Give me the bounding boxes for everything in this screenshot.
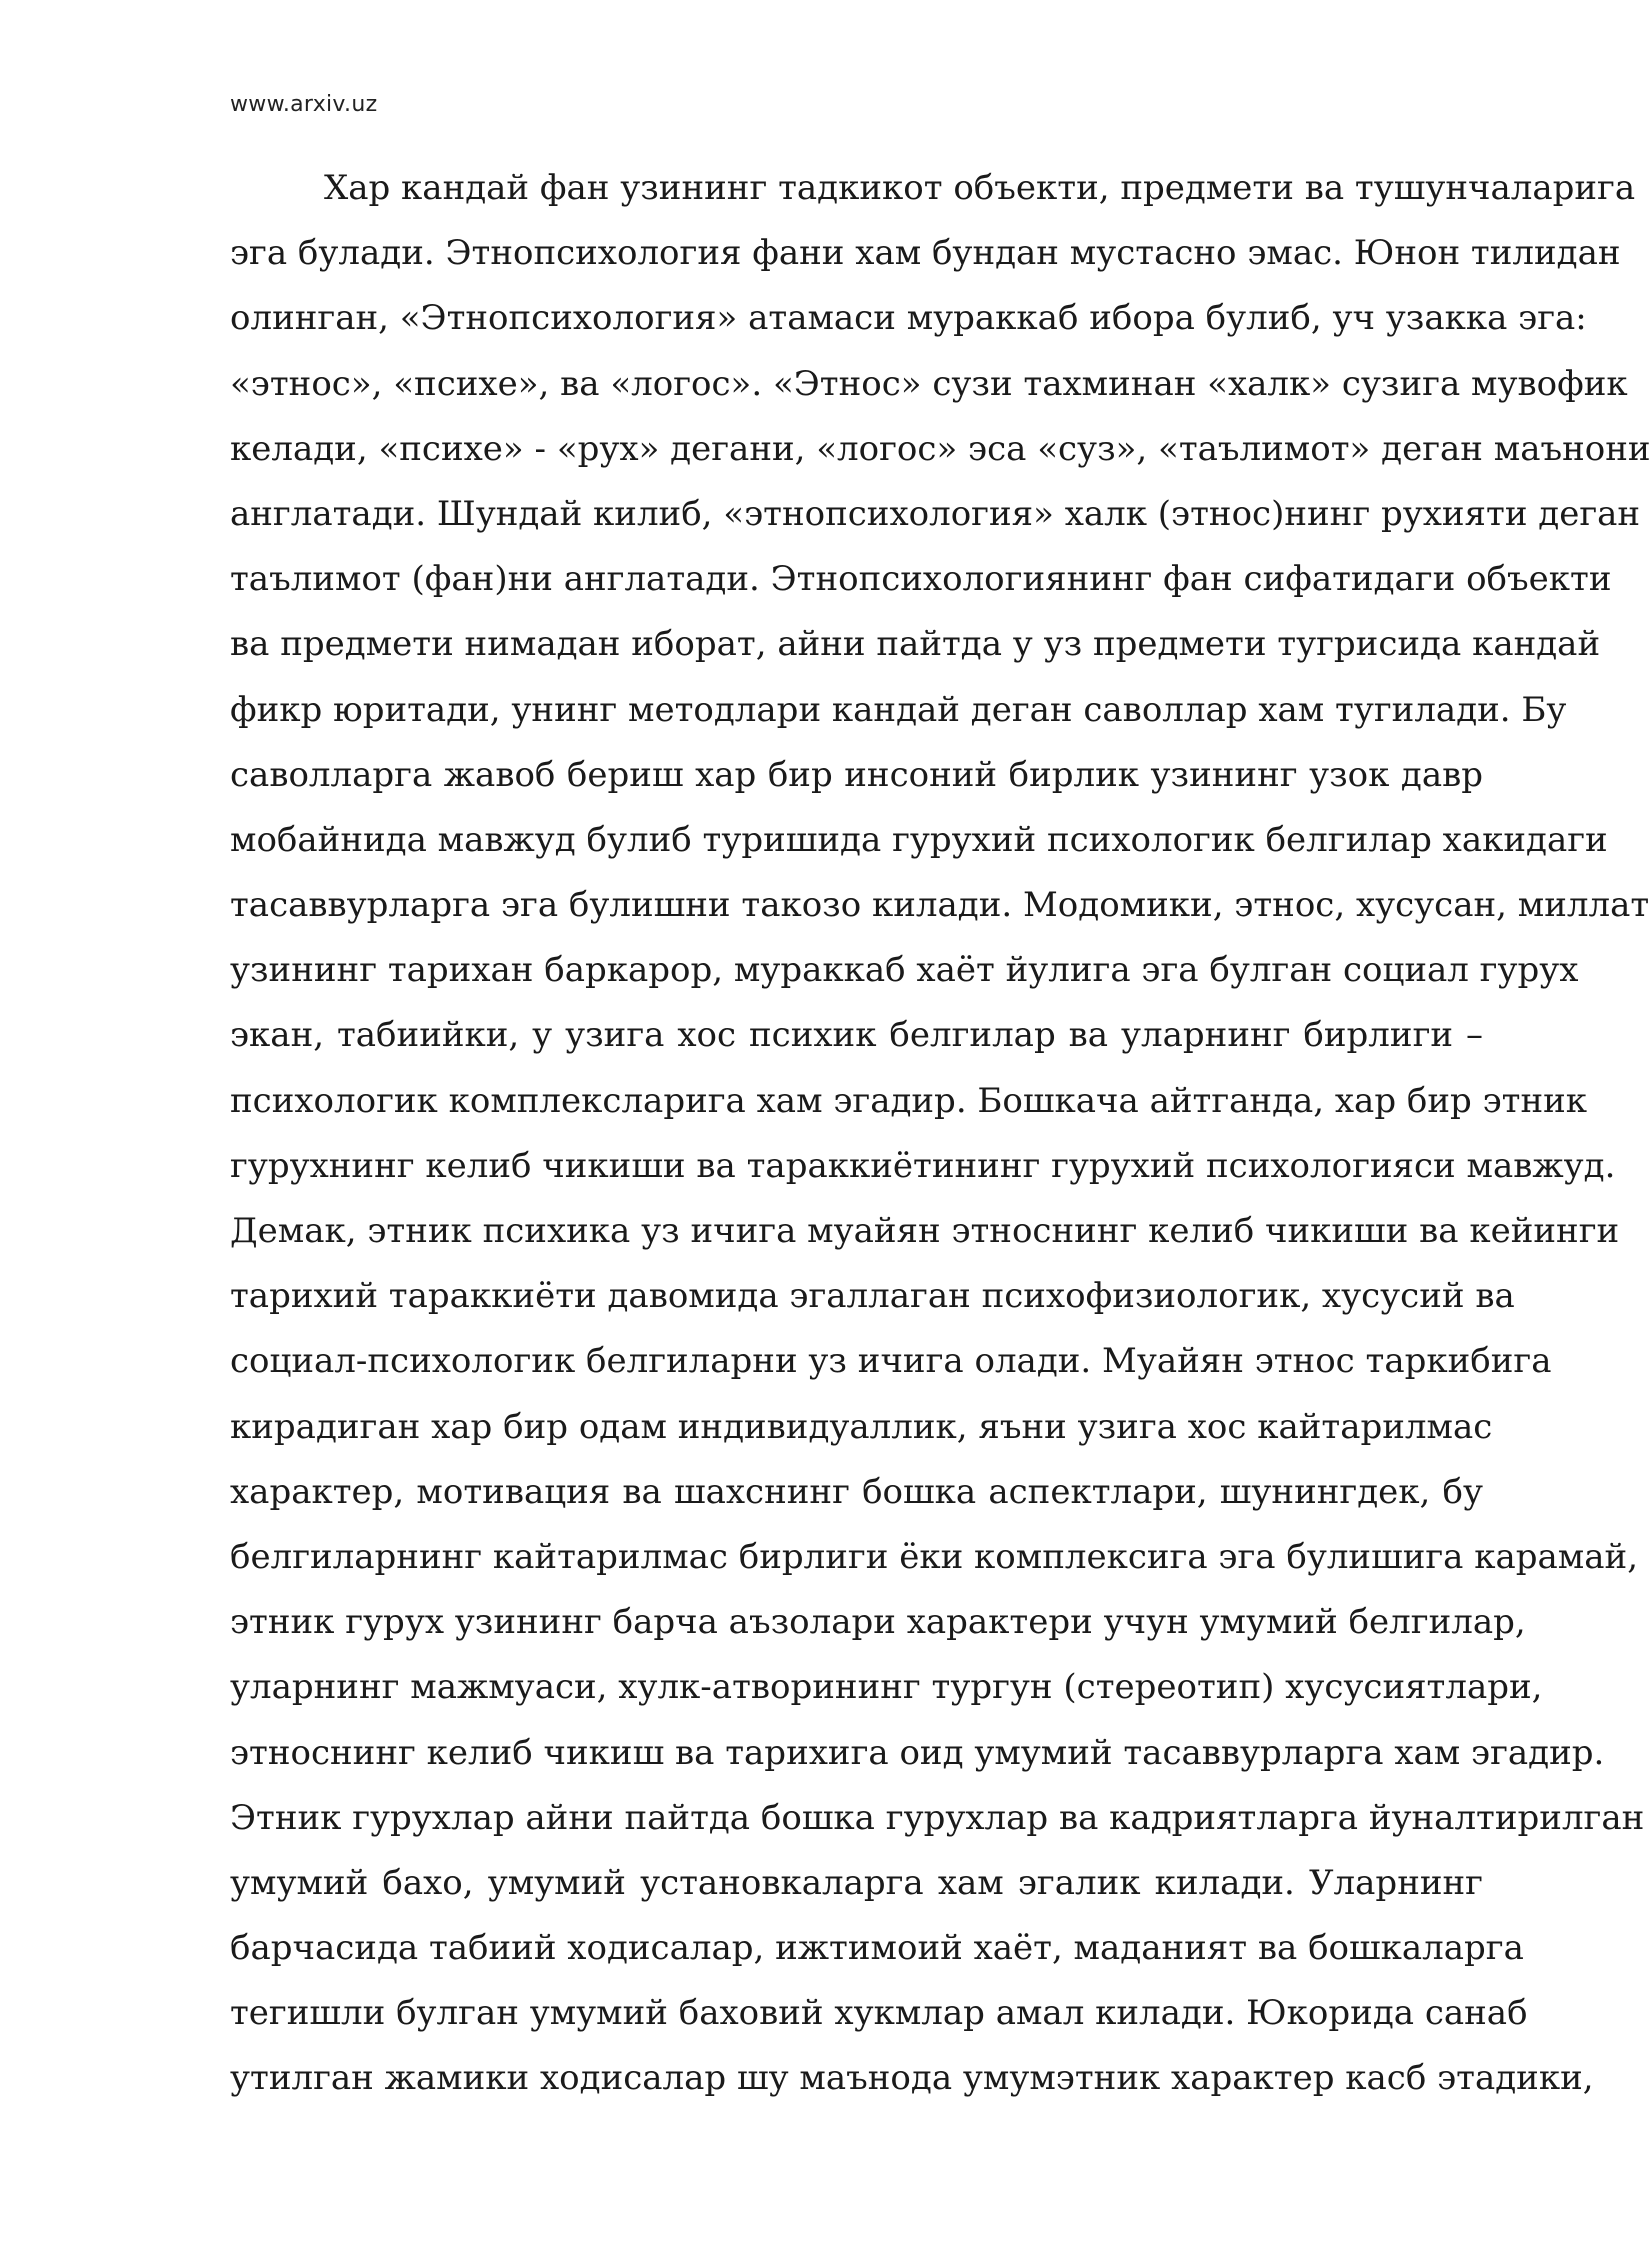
paragraph-line: эга булади. Этнопсихология фани хам бундан мустасно эмас. Юнон тилидан xyxy=(230,233,1621,274)
paragraph-line: умумий бахо, умумий установкаларга хам эгалик килади. Уларнинг xyxy=(230,1862,1483,1903)
paragraph-line: Демак, этник психика уз ичига муайян этноснинг келиб чикиши ва кейинги xyxy=(230,1211,1620,1251)
paragraph-line: мобайнида мавжуд булиб туришида гурухий психологик белгилар хакидаги xyxy=(230,819,1608,860)
paragraph-line: гурухнинг келиб чикиши ва тараккиётининг гурухий психологияси мавжуд. xyxy=(230,1145,1616,1186)
paragraph-line: этник гурух узининг барча аъзолари характери учун умумий белгилар, xyxy=(230,1602,1526,1643)
paragraph-line: тарихий тараккиёти давомида эгаллаган психофизиологик, хусусий ва xyxy=(230,1276,1515,1317)
paragraph-line: «этнос», «психе», ва «логос». «Этнос» сузи тахминан «халк» сузига мувофик xyxy=(230,363,1628,404)
paragraph-line: психологик комплексларига хам эгадир. Бошкача айтганда, хар бир этник xyxy=(230,1080,1588,1121)
paragraph-line: ва предмети нимадан иборат, айни пайтда у уз предмети тугрисида кандай xyxy=(230,624,1601,665)
paragraph-line: барчасида табиий ходисалар, ижтимоий хаёт, маданият ва бошкаларга xyxy=(230,1928,1524,1969)
paragraph-line: Этник гурухлар айни пайтда бошка гурухлар ва кадриятларга йуналтирилган xyxy=(230,1797,1645,1838)
paragraph-line: олинган, «Этнопсихология» атамаси мураккаб ибора булиб, уч узакка эга: xyxy=(230,298,1587,339)
paragraph-line: уларнинг мажмуаси, хулк-атворининг тургун (стереотип) хусусиятлари, xyxy=(230,1667,1543,1708)
paragraph-line: тегишли булган умумий баховий хукмлар амал килади. Юкорида санаб xyxy=(230,1993,1528,2034)
paragraph-line: белгиларнинг кайтарилмас бирлиги ёки комплексига эга булишига карамай, xyxy=(230,1536,1638,1577)
paragraph-line: келади, «психе» - «рух» дегани, «логос» эса «суз», «таълимот» деган маънони xyxy=(230,428,1651,469)
paragraph-line: этноснинг келиб чикиш ва тарихига оид умумий тасаввурларга хам эгадир. xyxy=(230,1732,1605,1773)
paragraph-line: характер, мотивация ва шахснинг бошка аспектлари, шунингдек, бу xyxy=(230,1471,1483,1512)
paragraph-line: фикр юритади, унинг методлари кандай деган саволлар хам тугилади. Бу xyxy=(230,689,1567,730)
paragraph-line: экан, табиийки, у узига хос психик белгилар ва уларнинг бирлиги – xyxy=(230,1015,1483,1056)
body-paragraph xyxy=(230,160,1651,2116)
paragraph-line: Хар кандай фан узининг тадкикот объекти, предмети ва тушунчаларига xyxy=(324,168,1636,208)
paragraph-line: узининг тарихан баркарор, мураккаб хаёт йулига эга булган социал гурух xyxy=(230,950,1579,991)
paragraph-line: утилган жамики ходисалар шу маънода умумэтник характер касб этадики, xyxy=(230,2058,1594,2099)
site-header-url: www.arxiv.uz xyxy=(230,92,378,117)
paragraph-line: англатади. Шундай килиб, «этнопсихология» халк (этнос)нинг рухияти деган xyxy=(230,493,1641,534)
paragraph-line: таълимот (фан)ни англатади. Этнопсихологиянинг фан сифатидаги объекти xyxy=(230,559,1612,600)
paragraph-line: кирадиган хар бир одам индивидуаллик, яъни узига хос кайтарилмас xyxy=(230,1406,1493,1447)
paragraph-line: саволларга жавоб бериш хар бир инсоний бирлик узининг узок давр xyxy=(230,754,1483,795)
paragraph-line: социал-психологик белгиларни уз ичига олади. Муайян этнос таркибига xyxy=(230,1341,1552,1382)
paragraph-line: тасаввурларга эга булишни такозо килади. Модомики, этнос, хусусан, миллат xyxy=(230,885,1650,926)
